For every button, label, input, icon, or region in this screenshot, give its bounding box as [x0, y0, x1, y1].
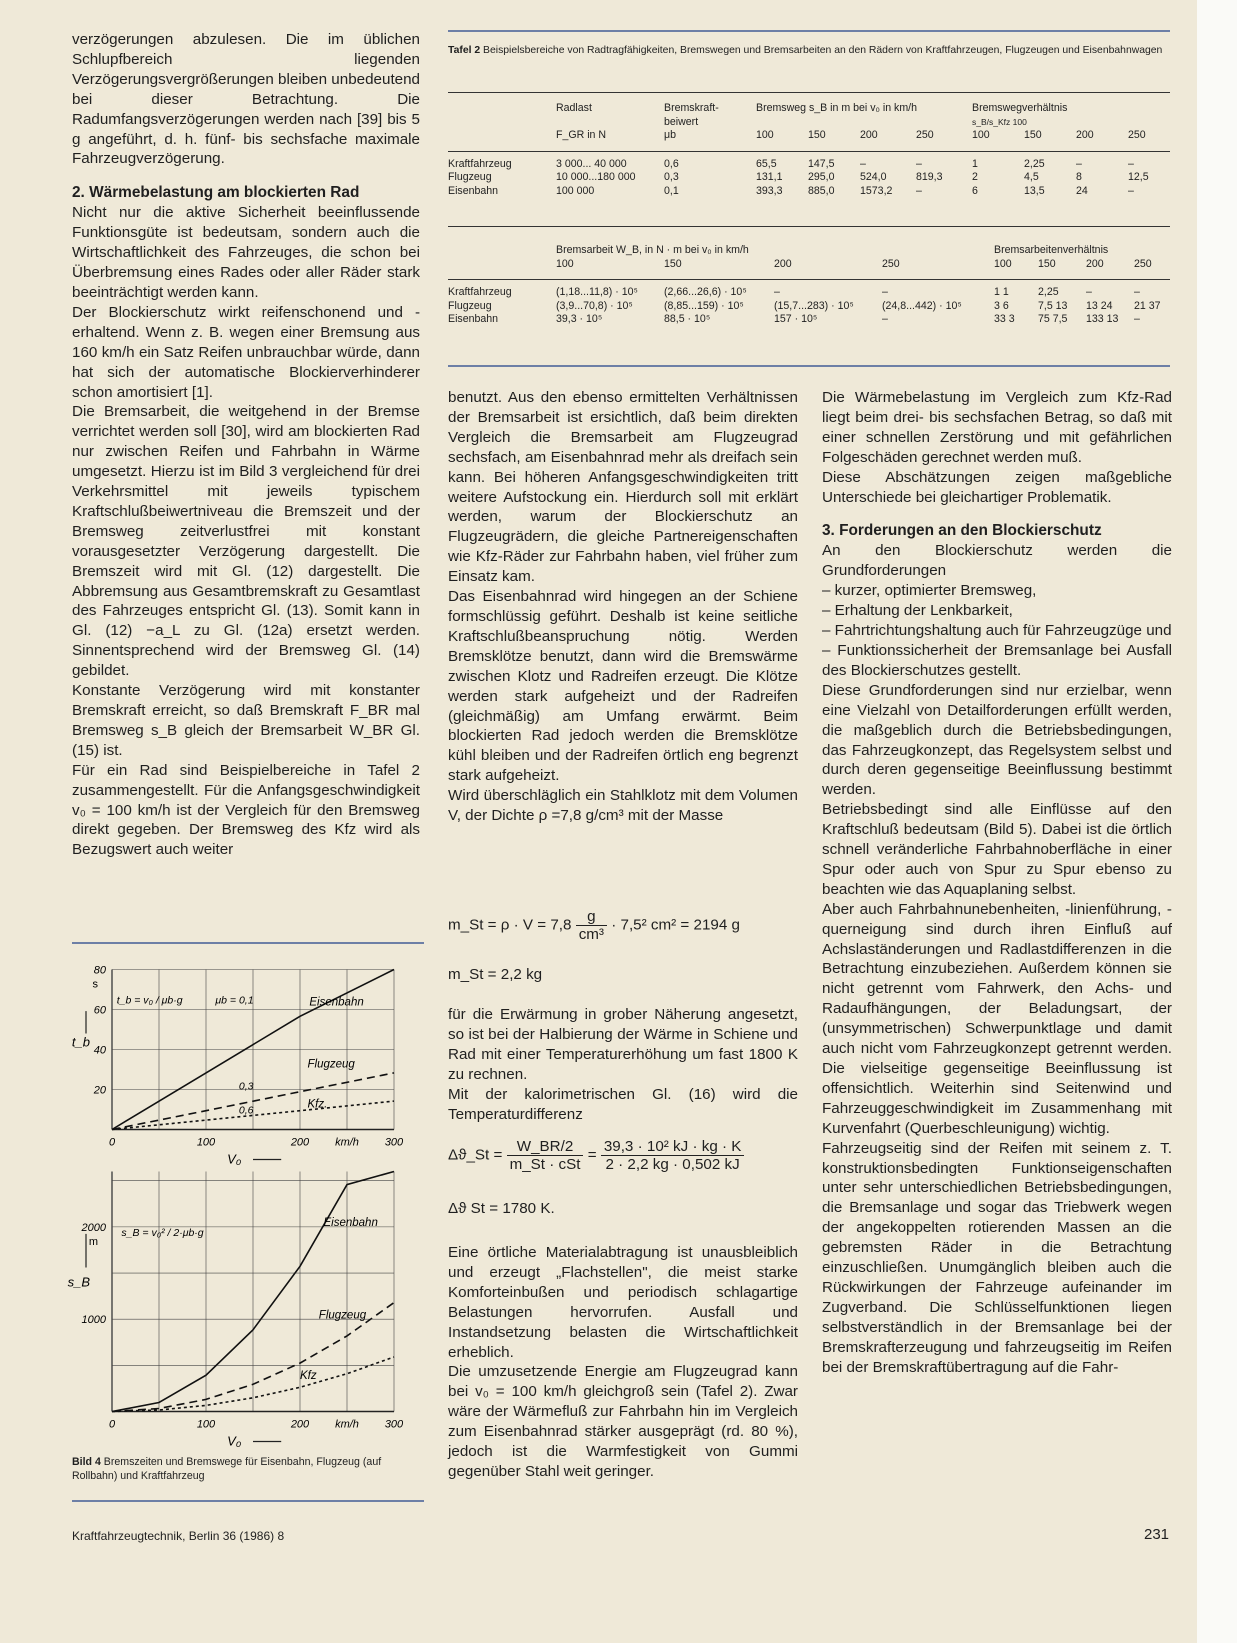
cell: 13,5: [1024, 184, 1045, 197]
cell: –: [882, 313, 888, 325]
mu-value: 0,3: [238, 1080, 254, 1093]
equation-mass: [448, 908, 740, 943]
journal-footer: Kraftfahrzeugtechnik, Berlin 36 (1986) 8: [72, 1529, 285, 1543]
table-row: [448, 158, 1170, 172]
cell: 33 3: [994, 313, 1015, 325]
table-row: [448, 185, 1170, 199]
col3-paragraph-2: Diese Abschätzungen zeigen maßgebliche Unterschiede bei gleichartiger Problematik.: [822, 468, 1172, 506]
col3-paragraph-1: Die Wärmebelastung im Vergleich zum Kfz-Rad liegt beim drei- bis sechsfachen Betrag, so daß mit einer schnellen Zerstörung und mit gefährlichen Folgeschäden gerechnet werden muß.: [822, 389, 1172, 466]
table-caption: [448, 44, 1170, 58]
cell: 2,25: [1024, 157, 1045, 170]
cell: –: [774, 286, 780, 298]
cell: 24: [1076, 184, 1088, 197]
speed-header: 250: [1134, 257, 1152, 270]
equation-text: Δϑ_St =: [448, 1146, 503, 1164]
equation-text: · 7,5² cm² = 2194 g: [611, 916, 740, 934]
y-unit: s: [92, 978, 98, 991]
table-caption-label: Tafel 2: [448, 45, 481, 56]
list-item: – Erhaltung der Lenkbarkeit,: [822, 602, 1013, 620]
fraction: [507, 1138, 584, 1173]
col3-paragraph-4: Diese Grundforderungen sind nur erzielbar, wenn eine Vielzahl von Detailforderungen erfüllt werden, die maßgeblich durch die Betriebsbedingungen, das Fahrzeugkonzept, das Regelsystem selbst und durch deren gegenseitige Beeinflussung bestimmt werden.: [822, 681, 1172, 799]
cell: 7,5 13: [1038, 299, 1068, 312]
cell: 75 7,5: [1038, 313, 1068, 325]
cell: 12,5: [1128, 171, 1149, 183]
x-axis-label: V₀: [227, 1433, 242, 1449]
figure-bottom-rule: [72, 1500, 424, 1502]
table-bottom-rule: [448, 365, 1170, 367]
page-edge: [1197, 0, 1237, 1643]
cell: (3,9...70,8) · 10⁵: [556, 299, 633, 312]
col1-paragraph-3: Der Blockierschutz wirkt reifenschonend und -erhaltend. Wenn z. B. wegen einer Bremsung aus 160 km/h ein Satz Reifen unbrauchbar würde, dann hat sich der automatische Blockierverhinderer schon amortisiert [1].: [72, 303, 420, 401]
cell: 133 13: [1086, 313, 1119, 325]
column-1: [72, 30, 420, 860]
col2-paragraph-2: Das Eisenbahnrad wird hingegen an der Schiene formschlüssig geführt. Deshalb ist keine seitliche Kraftschlußbeanspruchung nötig. Werden Bremsklötze benutzt, dann wird die Bremswärme zwischen Klotz und Radreifen erzeugt. Die Klötze werden stark aufgeheizt und der Radreifen (gleichmäßig) am Umfang erwärmt. Beim blockierten Rad jedoch werden die Bremsklötze kühl bleiben und der Radreifen örtlich eng begrenzt stark aufgeheizt.: [448, 588, 798, 785]
row-name: Flugzeug: [448, 171, 492, 183]
cell: 65,5: [756, 157, 777, 170]
col-header-bremswegverhaeltnis: Bremswegverhältnis: [972, 102, 1068, 114]
col1-paragraph-5: Konstante Verzögerung wird mit konstanter Bremskraft erreicht, so daß Bremskraft F_BR mal Bremsweg s_B gleich der Bremsarbeit W_BR Gl. (15) ist.: [72, 682, 420, 759]
y-tick-label: 2000: [81, 1221, 106, 1234]
row-name: Kraftfahrzeug: [448, 157, 512, 170]
speed-header: 200: [860, 129, 878, 141]
x-tick-label: 200: [290, 1136, 310, 1149]
figure-caption: [72, 1455, 424, 1483]
cell: 0,6: [664, 157, 679, 170]
col1-paragraph-2: Nicht nur die aktive Sicherheit beeinflussende Funktionsgüte ist bedeutsam, sondern auch die Wirtschaftlichkeit des Fahrzeuges, die schon bei Überbremsung eines Rades oder aller Räder stark beeinträchtigt werden kann.: [72, 204, 420, 301]
fraction: [601, 1138, 745, 1173]
page-number: 231: [1144, 1526, 1170, 1543]
col-header-beiwert: beiwert: [664, 115, 699, 128]
cell: 4,5: [1024, 171, 1039, 183]
cell: –: [1076, 157, 1082, 170]
figure-4: [67, 946, 424, 1491]
figure-caption-text: Bremszeiten und Bremswege für Eisenbahn, Flugzeug (auf Rollbahn) und Kraftfahrzeug: [72, 1456, 382, 1482]
cell: –: [1086, 286, 1092, 298]
formula-label: t_b = v₀ / μb·g: [116, 994, 183, 1007]
col-header-ratio-def: s_B/s_Kfz 100: [972, 116, 1027, 127]
cell: 131,1: [756, 171, 783, 183]
figure-top-rule: [72, 942, 424, 944]
cell: 3 6: [994, 299, 1009, 312]
row-name: Eisenbahn: [448, 184, 499, 197]
speed-header: 100: [972, 129, 990, 141]
numerator: g: [576, 908, 607, 926]
curve-label: Flugzeug: [318, 1309, 367, 1322]
column-2-cont: [448, 1005, 798, 1124]
col-header-mub: μb: [664, 129, 676, 141]
x-tick-label: 0: [108, 1418, 116, 1431]
cell: 100 000: [556, 184, 595, 197]
y-tick-label: 40: [93, 1044, 106, 1057]
cell: 885,0: [808, 184, 835, 197]
cell: –: [916, 157, 922, 170]
y-axis-label: s_B: [67, 1274, 90, 1290]
y-tick-label: 1000: [81, 1314, 106, 1327]
table-row: [448, 286, 1170, 300]
speed-header: 150: [808, 129, 826, 141]
speed-header: 100: [756, 129, 774, 141]
curve-label: Eisenbahn: [323, 1216, 378, 1229]
cell: (8,85...159) · 10⁵: [664, 299, 744, 312]
denominator: m_St · cSt: [509, 1156, 581, 1173]
speed-header: 200: [774, 257, 792, 270]
list-item: – Funktionssicherheit der Bremsanlage bei Ausfall des Blockierschutzes gestellt.: [822, 641, 1172, 679]
cell: –: [1134, 286, 1140, 298]
cell: 3 000... 40 000: [556, 157, 627, 170]
table-row: [448, 300, 1170, 314]
curve-label: Kfz: [300, 1370, 317, 1383]
cell: 10 000...180 000: [556, 171, 636, 183]
cell: (24,8...442) · 10⁵: [882, 299, 962, 312]
cell: 88,5 · 10⁵: [664, 313, 711, 325]
cell: 393,3: [756, 184, 783, 197]
table-rule: [448, 92, 1170, 93]
cell: 6: [972, 184, 978, 197]
mu-label: μb = 0,1: [215, 994, 254, 1007]
cell: 524,0: [860, 171, 887, 183]
speed-header: 100: [556, 257, 574, 270]
cell: –: [1128, 184, 1134, 197]
cell: (2,66...26,6) · 10⁵: [664, 286, 747, 298]
cell: 2,25: [1038, 286, 1059, 298]
speed-header: 200: [1076, 129, 1094, 141]
speed-header: 250: [1128, 129, 1146, 141]
cell: 0,3: [664, 171, 679, 183]
row-name: Eisenbahn: [448, 313, 499, 325]
cell: –: [1134, 313, 1140, 325]
x-axis-label: V₀: [227, 1151, 242, 1167]
table-part-1: [448, 102, 1170, 198]
cell: 0,1: [664, 184, 679, 197]
col1-paragraph-4: Die Bremsarbeit, die weitgehend in der Bremse verrichtet werden soll [30], wird am blockierten Rad nur zwischen Reifen und Fahrbahn in Wärme umgesetzt. Hierzu ist im Bild 3 vergleichend für drei Verkehrsmittel mit jeweils typischem Kraftschlußbeiwertniveau die Bremszeit und der Bremsweg zeitverlustfrei mit konstant vorausgesetzter Verzögerung dargestellt. Die Bremszeit wird mit Gl. (12) dargestellt. Die Abbremsung aus Gesamtbremskraft zu Gesamtlast des Fahrzeuges entspricht Gl. (13). Somit kann in Gl. (12) −a_L zu Gl. (12a) ersetzt werden. Sinnentsprechend wird der Bremsweg Gl. (14) gebildet.: [72, 403, 420, 680]
table-part-2: [448, 244, 1170, 327]
fraction: [576, 908, 607, 943]
cell: –: [882, 286, 888, 298]
x-tick-label: km/h: [335, 1136, 359, 1149]
table-top-rule: [448, 30, 1170, 32]
col-header-bremskraft: Bremskraft-: [664, 102, 719, 114]
speed-header: 100: [994, 257, 1012, 270]
col3-paragraph-6: Aber auch Fahrbahnunebenheiten, -linienführung, -querneigung sind durch ihren Einfluß auf Achslaständerungen und Radlastdifferenzen in die Betrachtung einzubeziehen. Außerdem können sie nicht getrennt vom Fahrwerk, den Achs- und Radaufhängungen, der Beladungsart, der (unsymmetrischen) Schwerpunktlage und damit auch nicht vom Fahrzeugkonzept getrennt werden. Die vielseitige gegenseitige Beeinflussung ist offensichtlich. Weiterhin sind Seitenwind und Fahrzeuggeschwindigkeit im Zusammenhang mit Kurvenfahrt (Querbeschleunigung) wichtig.: [822, 900, 1172, 1137]
curve-label: Kfz.: [307, 1098, 328, 1111]
cell: 1 1: [994, 286, 1009, 298]
mu-value: 0,6: [238, 1104, 254, 1117]
row-name: Flugzeug: [448, 299, 492, 312]
figure-caption-label: Bild 4: [72, 1456, 101, 1468]
column-2-end: [448, 1243, 798, 1482]
equation-mass-result: m_St = 2,2 kg: [448, 966, 543, 983]
table-caption-text: Beispielsbereiche von Radtragfähigkeiten, Bremswegen und Bremsarbeiten an den Rädern von Kraftfahrzeugen, Flugzeugen und Eisenbahnwagen: [483, 45, 1163, 56]
col2-paragraph-3: Wird überschläglich ein Stahlklotz mit dem Volumen V, der Dichte ρ =7,8 g/cm³ mit der Masse: [448, 787, 798, 825]
x-tick-label: 300: [384, 1418, 404, 1431]
x-tick-label: 100: [196, 1418, 216, 1431]
column-3: [822, 388, 1172, 1378]
row-name: Kraftfahrzeug: [448, 286, 512, 298]
numerator: W_BR/2: [507, 1138, 584, 1156]
col2-paragraph-7: Die umzusetzende Energie am Flugzeugrad kann bei v₀ = 100 km/h gleichgroß sein (Tafel 2). Zwar wäre der Wärmefluß zur Fahrbahn hin im Vergleich zum Eisenbahnrad stärker ausgeprägt (rd. 80 %), jedoch ist die Warmfestigkeit von Gummi gegenüber Stahl weit geringer.: [448, 1363, 798, 1480]
speed-header: 150: [1024, 129, 1042, 141]
denominator: 2 · 2,2 kg · 0,502 kJ: [605, 1156, 740, 1173]
x-tick-label: 200: [290, 1418, 310, 1431]
equation-temperature: Δϑ_St = $\frac{W\_BR/2}{\text{m\_St · cSt}}$ = $\frac{\text{39,3 · 10² kJ · kg · K}}{2 \cdot 2,2 kg \cdot 0,502 kJ}$: [448, 1138, 744, 1173]
cell: –: [1128, 157, 1134, 170]
cell: (15,7...283) · 10⁵: [774, 299, 854, 312]
curve-label: Flugzeug: [307, 1058, 355, 1071]
cell: 8: [1076, 171, 1082, 183]
col2-paragraph-1: benutzt. Aus den ebenso ermittelten Verhältnissen der Bremsarbeit ist ersichtlich, daß beim direkten Vergleich die Bremsarbeit am Flugzeugrad sechsfach, am Eisenbahnrad mehr als dreifach sein kann. Bei höheren Anfangsgeschwindigkeiten tritt weitere Aufstockung ein. Hierdurch soll mit erklärt werden, warum der Blockierschutz an Flugzeugrädern, die gleiche Partnereigenschaften wie Kfz-Räder zur Fahrbahn haben, viel früher zum Einsatz kam.: [448, 389, 798, 586]
speed-header: 250: [882, 257, 900, 270]
col-header-bremsarbeitenverhaeltnis: Bremsarbeitenverhältnis: [994, 244, 1109, 256]
col-header-bremsweg: Bremsweg s_B in m bei v₀ in km/h: [756, 102, 918, 114]
column-2: [448, 388, 798, 826]
speed-header: 150: [1038, 257, 1056, 270]
x-tick-label: 100: [196, 1136, 216, 1149]
cell: 13 24: [1086, 299, 1113, 312]
col2-paragraph-6: Eine örtliche Materialabtragung ist unausbleiblich und erzeugt „Flachstellen", die meist starke Komforteinbußen und periodisch schlagartige Belastungen hervorrufen. Ausfall und Instandsetzung belasten die Wirtschaftlichkeit erheblich.: [448, 1244, 798, 1361]
cell: 1: [972, 157, 978, 170]
cell: 147,5: [808, 157, 835, 170]
col3-paragraph-5: Betriebsbedingt sind alle Einflüsse auf den Kraftschluß bedeutsam (Bild 5). Dabei ist die örtlich schnell veränderliche Fahrbahnoberfläche in einer Spur oder auch von Spur zu Spur ebenso zu beachten wie das Aquaplaning selbst.: [822, 801, 1172, 898]
y-unit: m: [88, 1235, 98, 1248]
col-header-bremsarbeit: Bremsarbeit W_B, in N · m bei v₀ in km/h: [556, 244, 749, 256]
col-header-radlast: Radlast: [556, 102, 592, 114]
y-axis-label: t_b: [71, 1034, 90, 1050]
cell: 1573,2: [860, 184, 893, 197]
y-tick-label: 60: [93, 1004, 106, 1017]
col3-paragraph-3: An den Blockierschutz werden die Grundforderungen: [822, 542, 1172, 580]
cell: 2: [972, 171, 978, 183]
col1-paragraph-6: Für ein Rad sind Beispielbereiche in Tafel 2 zusammengestellt. Für die Anfangsgeschwindigkeit v₀ = 100 km/h ist der Vergleich für den Bremsweg direkt gegeben. Der Bremsweg des Kfz wird als Bezugswert auch weiter: [72, 761, 420, 859]
y-tick-label: 20: [93, 1084, 106, 1097]
equation-text: m_St = ρ · V = 7,8: [448, 916, 572, 934]
col1-paragraph-1: verzögerungen abzulesen. Die im üblichen Schlupfbereich liegenden Verzögerungsvergrößerungen bleiben unbedeutend bei dieser Betrachtung. Die Radumfangsverzögerungen werden nach [39] bis 5 g angeführt, d. h. fünf- bis sechsfache maximale Fahrzeugverzögerung.: [72, 31, 420, 168]
col2-paragraph-5: Mit der kalorimetrischen Gl. (16) wird die Temperaturdifferenz: [448, 1085, 798, 1123]
list-item: – kurzer, optimierter Bremsweg,: [822, 582, 1037, 600]
section-heading-2: 2. Wärmebelastung am blockierten Rad: [72, 184, 360, 202]
speed-header: 250: [916, 129, 934, 141]
formula-label: s_B = v₀² / 2·μb·g: [121, 1227, 204, 1240]
x-tick-label: km/h: [335, 1418, 359, 1431]
cell: 157 · 10⁵: [774, 313, 818, 325]
numerator: 39,3 · 10² kJ · kg · K: [601, 1138, 745, 1156]
curve-label: Eisenbahn: [309, 996, 364, 1009]
x-tick-label: 300: [384, 1136, 404, 1149]
table-row: [448, 171, 1170, 185]
cell: –: [860, 157, 866, 170]
x-tick-label: 0: [108, 1136, 116, 1149]
cell: –: [916, 184, 922, 197]
table-row: [448, 313, 1170, 327]
y-tick-label: 80: [93, 964, 106, 977]
col3-paragraph-7: Fahrzeugseitig sind der Reifen mit seinem z. T. konstruktionsbedingten Funktionseigenschaften unter sehr unterschiedlichen Betriebsbedingungen, die Bremsanlage und sogar das Triebwerk wegen der angekoppelten rotierenden Massen an die gebremsten Räder in die Betrachtung einzuschließen. Unumgänglich bleiben auch die Rückwirkungen der Fahrzeuge aufeinander im Zugverband. Die Schlüsselfunktionen liegen selbstverständlich in der Bremsanlage bei der Bremskrafterzeugung und fahrzeugseitig im Reifen bei der Bremskraftübertragung auf die Fahr-: [822, 1139, 1172, 1376]
table-rule: [448, 226, 1170, 227]
speed-header: 150: [664, 257, 682, 270]
cell: 295,0: [808, 171, 835, 183]
cell: (1,18...11,8) · 10⁵: [556, 286, 638, 298]
col-header-fgr: F_GR in N: [556, 129, 607, 141]
list-item: – Fahrtrichtungshaltung auch für Fahrzeugzüge und: [822, 622, 1172, 640]
col2-paragraph-4: für die Erwärmung in grober Näherung angesetzt, so ist bei der Halbierung der Wärme in Schiene und Rad mit einer Temperaturerhöhung um fast 1800 K zu rechnen.: [448, 1006, 798, 1083]
section-heading-3: 3. Forderungen an den Blockierschutz: [822, 522, 1102, 540]
cell: 21 37: [1134, 299, 1161, 312]
cell: 819,3: [916, 171, 943, 183]
denominator: cm³: [578, 926, 604, 943]
speed-header: 200: [1086, 257, 1104, 270]
cell: 39,3 · 10⁵: [556, 313, 603, 325]
equation-temperature-result: Δϑ St = 1780 K.: [448, 1200, 555, 1217]
